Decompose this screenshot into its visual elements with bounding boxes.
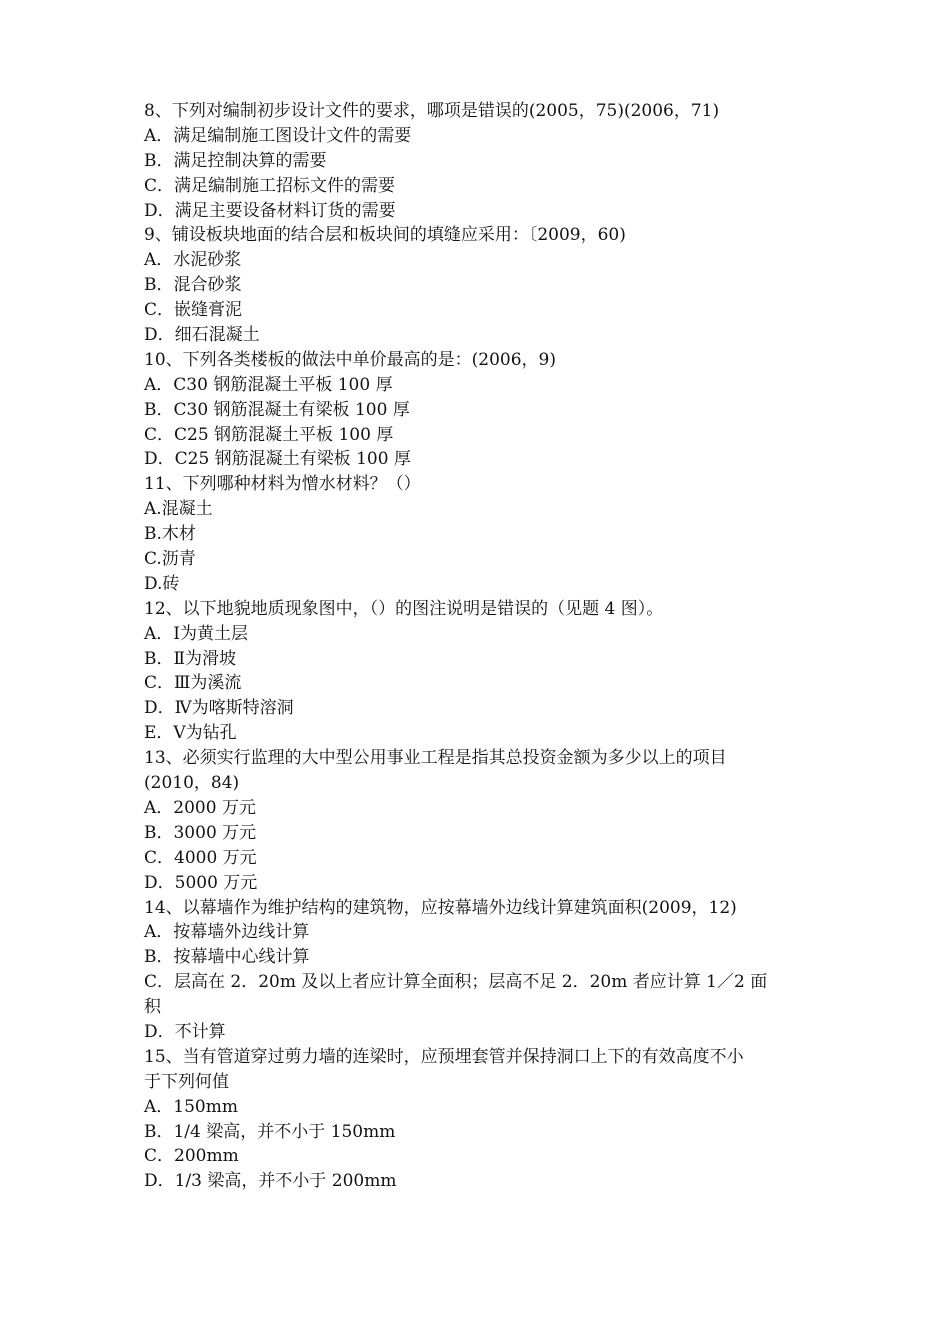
question-text: 12、以下地貌地质现象图中，（）的图注说明是错误的（见题 4 图）。 xyxy=(144,598,664,619)
question-text: 10、下列各类楼板的做法中单价最高的是：(2006，9) xyxy=(144,349,556,370)
option-c: C．C25 钢筋混凝土平板 100 厚 xyxy=(144,424,394,445)
question-13 xyxy=(144,746,814,895)
option-a: A．按幕墙外边线计算 xyxy=(144,922,310,943)
option-a: A．水泥砂浆 xyxy=(144,250,242,271)
question-text: 11、下列哪种材料为憎水材料？（） xyxy=(144,474,421,495)
option-d: D．满足主要设备材料订货的需要 xyxy=(144,200,396,221)
option-c: C．满足编制施工招标文件的需要 xyxy=(144,175,396,196)
document-page xyxy=(144,99,814,1194)
question-text: 9、铺设板块地面的结合层和板块间的填缝应采用：〔2009，60) xyxy=(144,225,626,246)
option-c: C．Ⅲ为溪流 xyxy=(144,673,242,694)
option-a: A．C30 钢筋混凝土平板 100 厚 xyxy=(144,374,393,395)
question-text-continued: 于下列何值 xyxy=(144,1071,229,1092)
question-14 xyxy=(144,896,814,1045)
question-12 xyxy=(144,597,814,746)
question-text: 14、以幕墙作为维护结构的建筑物，应按幕墙外边线计算建筑面积(2009，12) xyxy=(144,897,737,918)
question-15 xyxy=(144,1045,814,1194)
option-b: B．3000 万元 xyxy=(144,822,257,843)
option-e: E．Ⅴ为钻孔 xyxy=(144,723,237,744)
option-b: B．混合砂浆 xyxy=(144,275,242,296)
option-c: C.沥青 xyxy=(144,549,196,570)
option-b: B．C30 钢筋混凝土有梁板 100 厚 xyxy=(144,399,410,420)
question-8 xyxy=(144,99,814,223)
question-9 xyxy=(144,223,814,347)
option-b: B．满足控制决算的需要 xyxy=(144,150,327,171)
option-c: C．嵌缝膏泥 xyxy=(144,300,243,321)
question-10 xyxy=(144,348,814,472)
option-a: A.混凝土 xyxy=(144,499,213,520)
option-b: B．按幕墙中心线计算 xyxy=(144,947,310,968)
option-d: D.砖 xyxy=(144,573,180,594)
option-a: A．Ⅰ为黄土层 xyxy=(144,623,248,644)
option-d: D．5000 万元 xyxy=(144,872,258,893)
question-text: 8、下列对编制初步设计文件的要求，哪项是错误的(2005，75)(2006，71) xyxy=(144,101,720,121)
option-c: C．层高在 2．20m 及以上者应计算全面积；层高不足 2．20m 者应计算 1／2 面 xyxy=(144,972,768,993)
option-c: C．200mm xyxy=(144,1146,239,1167)
option-d: D．1/3 梁高，并不小于 200mm xyxy=(144,1171,397,1192)
option-d: D．C25 钢筋混凝土有梁板 100 厚 xyxy=(144,449,411,470)
option-b: B．1/4 梁高，并不小于 150mm xyxy=(144,1121,396,1142)
option-a: A．150mm xyxy=(144,1096,238,1117)
question-text: 13、必须实行监理的大中型公用事业工程是指其总投资金额为多少以上的项目 xyxy=(144,748,727,769)
option-d: D．细石混凝土 xyxy=(144,325,260,346)
question-text-continued: (2010，84) xyxy=(144,773,240,794)
question-11 xyxy=(144,472,814,596)
question-text: 15、当有管道穿过剪力墙的连梁时，应预埋套管并保持洞口上下的有效高度不小 xyxy=(144,1046,744,1067)
option-d: D．Ⅳ为喀斯特溶洞 xyxy=(144,698,294,719)
option-a: A．2000 万元 xyxy=(144,797,256,818)
option-c-continued: 积 xyxy=(144,997,161,1018)
option-b: B.木材 xyxy=(144,524,196,545)
option-d: D．不计算 xyxy=(144,1021,226,1042)
option-a: A．满足编制施工图设计文件的需要 xyxy=(144,125,412,146)
option-c: C．4000 万元 xyxy=(144,847,257,868)
option-b: B．Ⅱ为滑坡 xyxy=(144,648,237,669)
